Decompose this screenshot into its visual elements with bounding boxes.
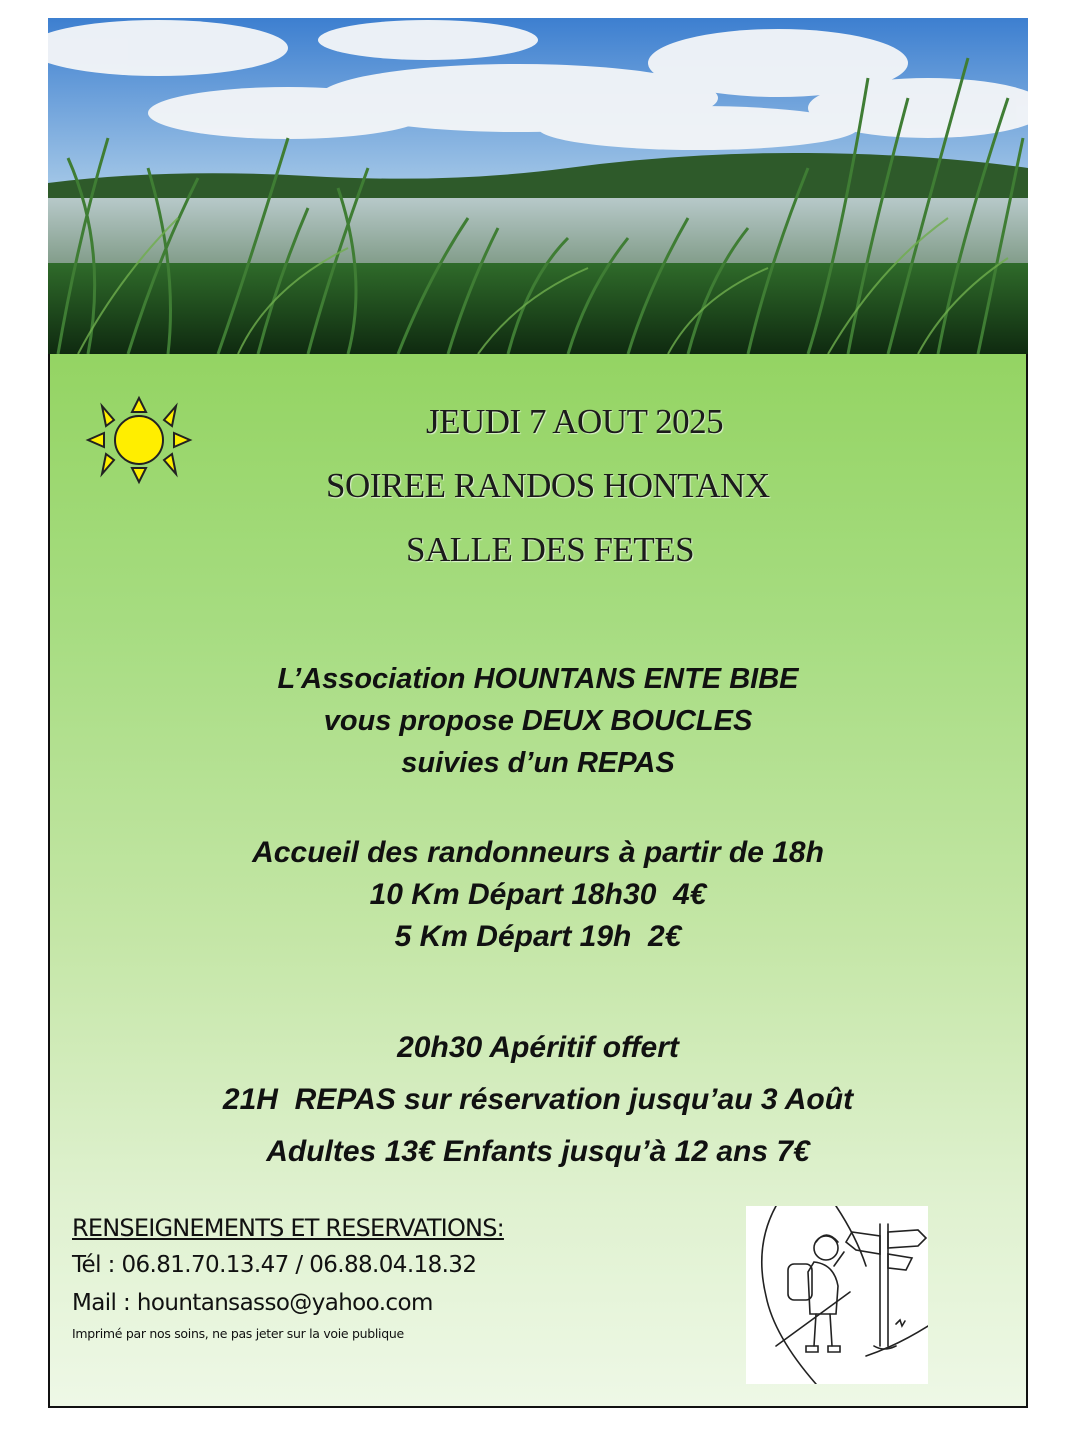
dinner-info: 21H REPAS sur réservation jusqu’au 3 Août	[222, 1083, 854, 1116]
loop-5km: 5 Km Départ 19h 2€	[394, 920, 682, 953]
intro-line: L’Association HOUNTANS ENTE BIBE	[277, 663, 799, 695]
print-footnote: Imprimé par nos soins, ne pas jeter sur la voie publique	[72, 1326, 404, 1341]
contact-phone: Tél : 06.81.70.13.47 / 06.88.04.18.32	[72, 1252, 477, 1278]
hiker-illustration	[746, 1206, 928, 1384]
event-venue: SALLE DES FETES	[406, 530, 695, 569]
meal-prices: Adultes 13€ Enfants jusqu’à 12 ans 7€	[266, 1135, 810, 1168]
intro-block	[50, 658, 1026, 784]
lake-photo	[48, 18, 1028, 354]
event-panel	[48, 354, 1028, 1408]
contact-block	[72, 1214, 504, 1341]
contact-title: RENSEIGNEMENTS ET RESERVATIONS:	[72, 1214, 504, 1242]
meal-block	[50, 1022, 1026, 1178]
intro-line: suivies d’un REPAS	[401, 747, 675, 779]
loop-10km: 10 Km Départ 18h30 4€	[369, 878, 707, 911]
event-title: SOIREE RANDOS HONTANX	[326, 466, 770, 505]
aperitif-time: 20h30 Apéritif offert	[397, 1031, 679, 1064]
intro-line: vous propose DEUX BOUCLES	[323, 705, 753, 737]
contact-mail: Mail : hountansasso@yahoo.com	[72, 1290, 433, 1316]
schedule-block	[50, 832, 1026, 958]
event-date: JEUDI 7 AOUT 2025	[426, 402, 724, 441]
welcome-time: Accueil des randonneurs à partir de 18h	[252, 836, 824, 869]
sun-icon	[84, 394, 194, 486]
poster	[48, 18, 1028, 1410]
